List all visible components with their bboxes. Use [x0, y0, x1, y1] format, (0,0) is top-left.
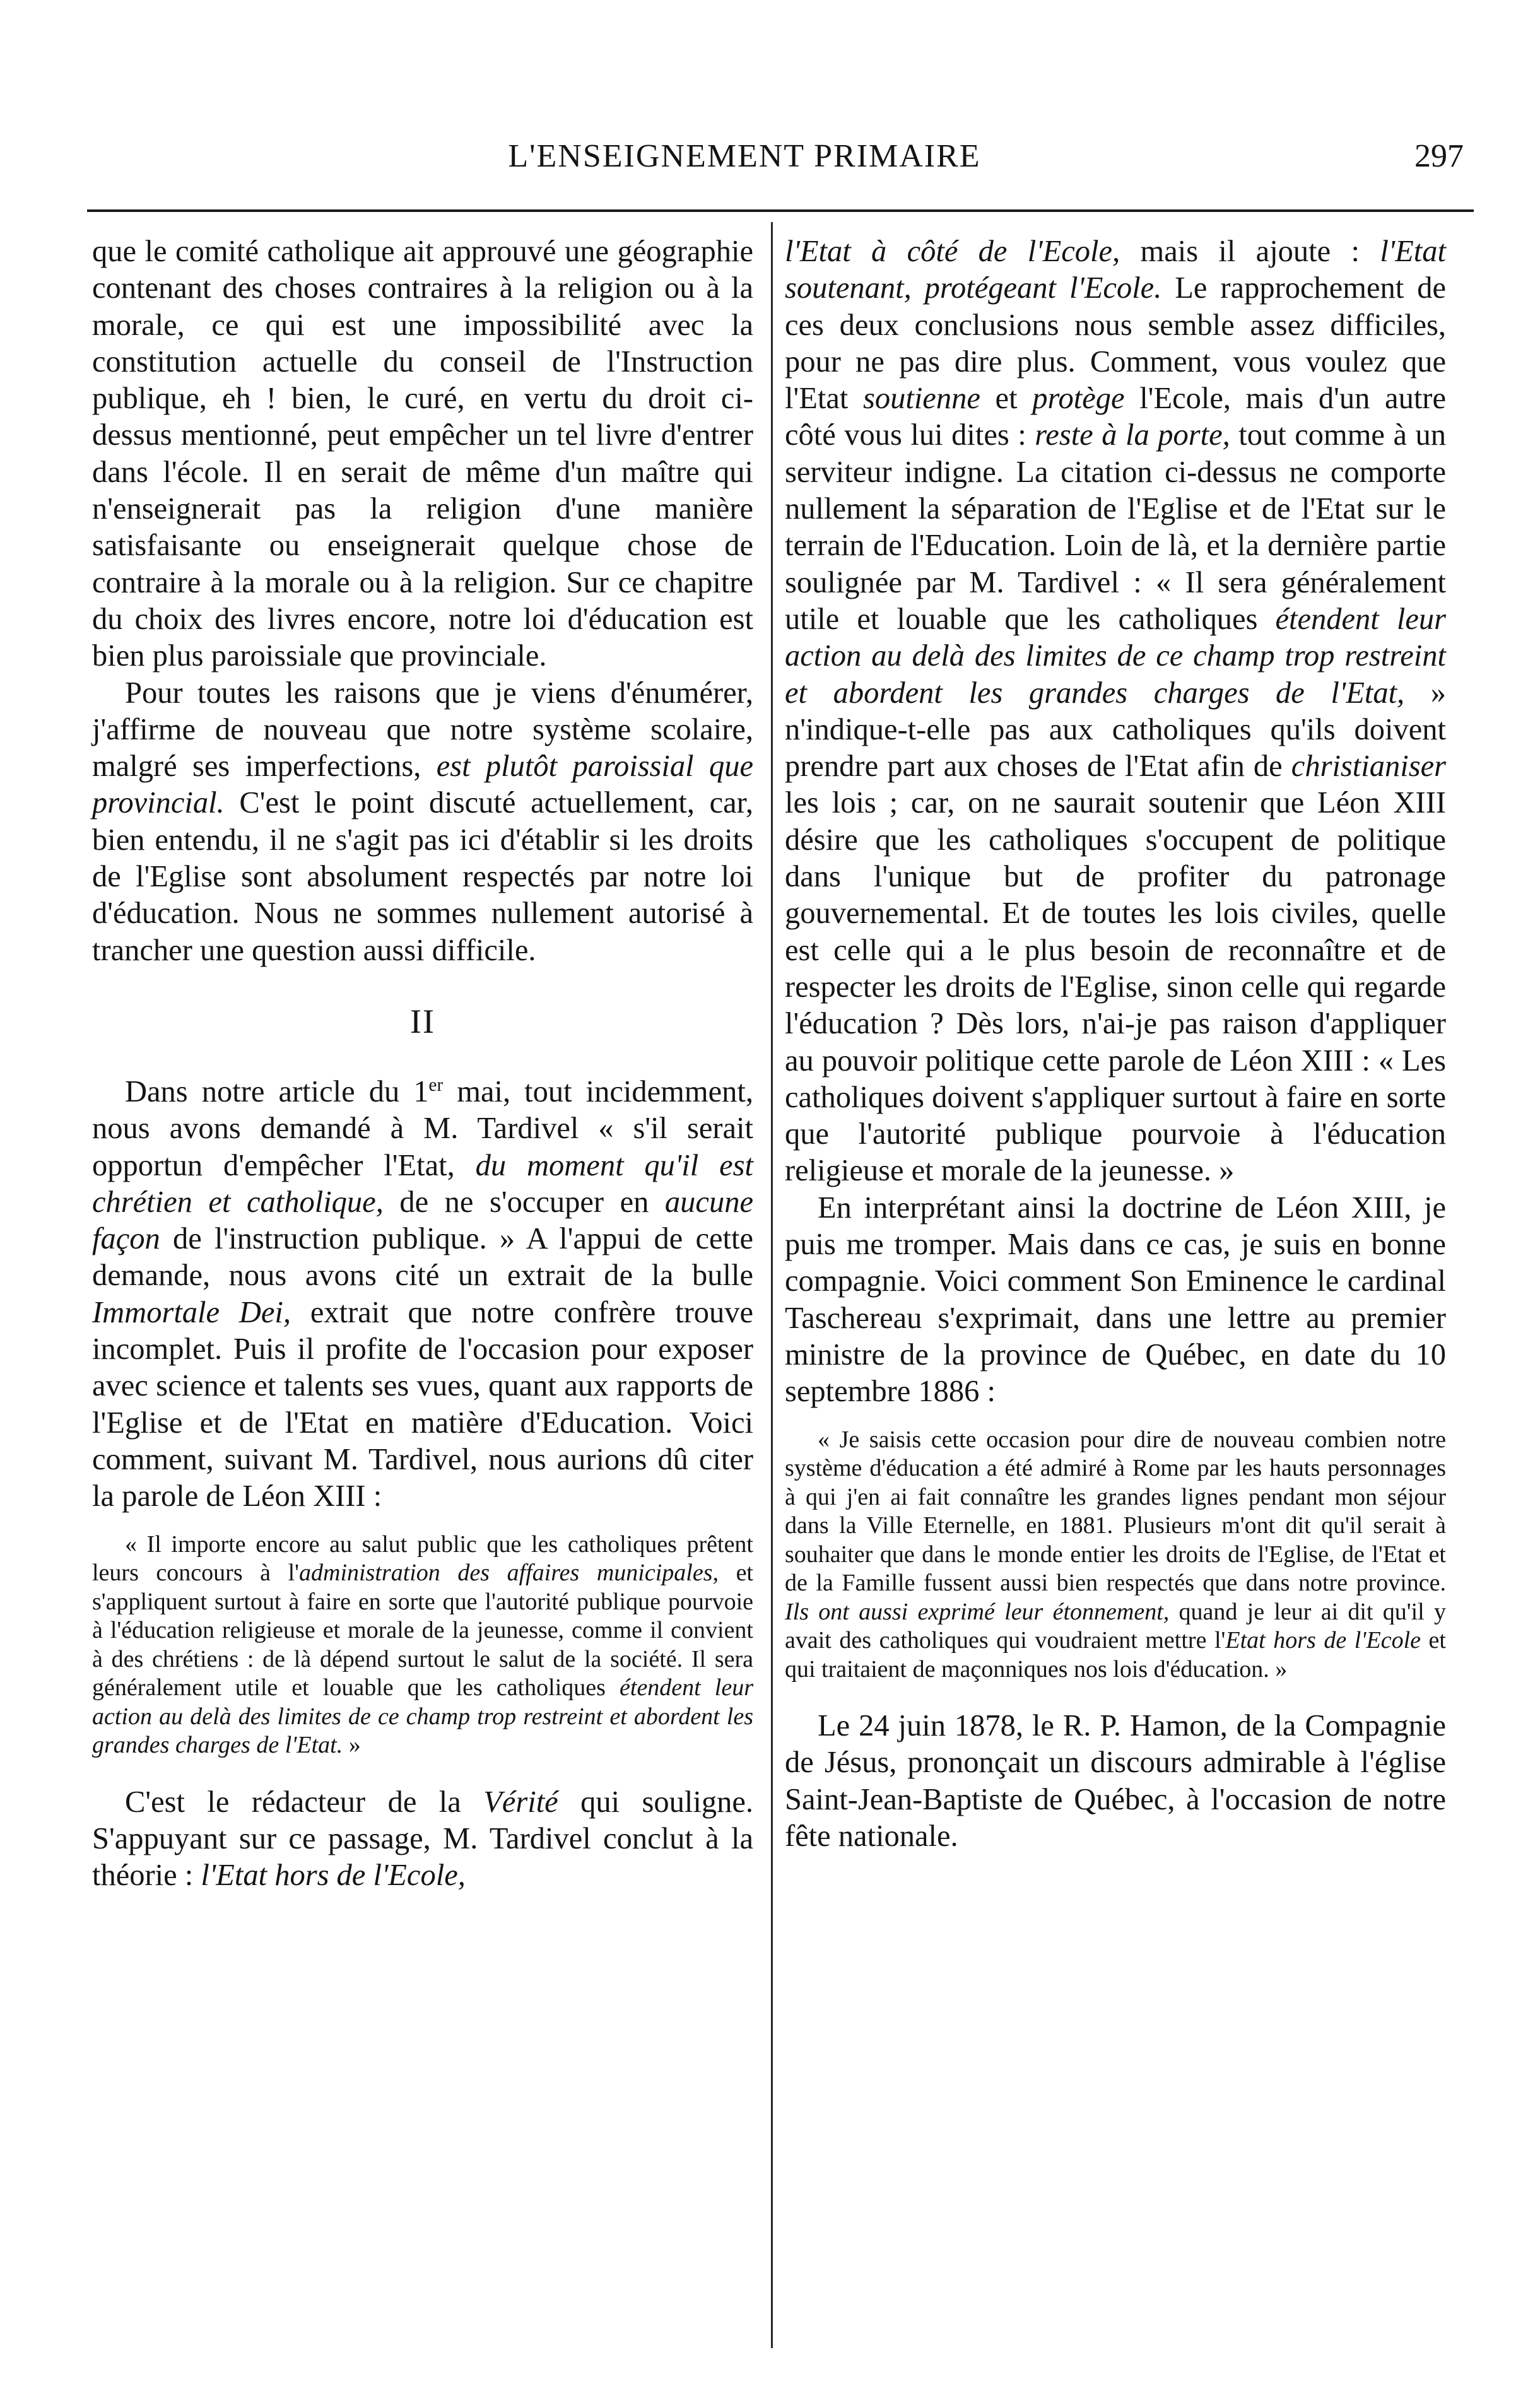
italic-run: soutienne — [862, 382, 980, 416]
italic-run: Ils ont aussi exprimé leur étonnement, — [785, 1598, 1170, 1625]
italic-run: administration des affaires municipales, — [299, 1560, 719, 1586]
paragraph: que le comité catholique ait approuvé une géographie contenant des choses contraires à la religion ou à la morale, ce qui est une impossibilité avec la constitution actuelle du conseil de l'Instruction publique, eh ! bien, le curé, en vertu du droit ci-dessus mentionné, peut empêcher un tel livre d'entrer dans l'école. Il en serait de même d'un maître qui n'enseignerait pas la religion d'une manière satisfaisante ou enseignerait quelque chose de contraire à la morale ou à la religion. Sur ce chapitre du choix des livres encore, notre loi d'éducation est bien plus paroissiale que provinciale. — [92, 235, 753, 673]
text-run: tout comme à un serviteur indigne. La citation ci-dessus ne comporte nullement la séparation de l'Eglise et de l'Etat sur le terrain de l'Education. Loin de là, et la dernière partie soulignée par M. Tardivel : « Il sera généralement utile et louable que les catholiques — [785, 418, 1446, 636]
italic-run: aucune façon — [92, 1185, 753, 1256]
text-run: quand je leur ai dit qu'il y avait des catholiques qui voudraient mettre l' — [785, 1598, 1447, 1654]
italic-run: christianiser — [1291, 749, 1446, 784]
text-run: Le rapprochement de ces deux conclusions nous semble assez difficiles, pour ne pas dire plus. Comment, vous voulez que l'Etat — [785, 271, 1446, 416]
text-run: l'Ecole, mais d'un autre côté vous lui dites : — [785, 382, 1446, 452]
text-run: » — [343, 1732, 361, 1758]
text-run: de l'instruction publique. » A l'appui de cette demande, nous avons cité un extrait de la bulle — [92, 1222, 753, 1293]
text-run: « Je saisis cette occasion pour dire de nouveau combien notre système d'éducation a été admiré à Rome par les hauts personnages à qui j'en ai fait connaître les grandes lignes pendant mon séjour dans la Ville Eternelle, en 1881. Plusieurs m'ont dit qu'il serait à souhaiter que dans le monde entier les droits de l'Eglise, de l'Etat et de la Famille fussent aussi bien respectés que dans notre province. — [785, 1426, 1446, 1596]
italic-run: étendent leur action au delà des limites de ce champ trop restreint et abordent les grandes charges de l'Etat. — [92, 1674, 753, 1758]
paragraph — [92, 1074, 753, 1515]
italic-run: Immortale Dei, — [92, 1295, 291, 1329]
text-run: Dans notre article du 1 — [125, 1074, 429, 1108]
text-run: et qui traitaient de maçonniques nos lois d'éducation. » — [785, 1627, 1446, 1683]
paragraph — [785, 233, 1446, 1190]
italic-run: l'Etat soutenant, protégeant l'Ecole. — [785, 235, 1446, 305]
italic-run: Etat hors de l'Ecole — [1225, 1627, 1421, 1654]
text-run: mai, tout incidemment, nous avons demandé à M. Tardivel « s'il serait opportun d'empêcher l'Etat, — [92, 1074, 753, 1182]
paragraph — [92, 675, 753, 969]
text-run: » n'indique-t-elle pas aux catholiques qu'ils doivent prendre part aux choses de l'Etat afin de — [785, 676, 1446, 784]
block-quote — [785, 1426, 1446, 1684]
text-run: Pour toutes les raisons que je viens d'énumérer, j'affirme de nouveau que notre système scolaire, malgré ses imperfections, — [92, 676, 753, 784]
paragraph — [92, 1784, 753, 1895]
right-column — [785, 233, 1446, 1855]
italic-run: l'Etat hors de l'Ecole, — [201, 1859, 466, 1893]
italic-run: du moment qu'il est chrétien et catholique, — [92, 1148, 753, 1219]
italic-run: protège — [1032, 382, 1125, 416]
section-heading: II — [410, 1002, 435, 1040]
italic-run: reste à la porte, — [1035, 418, 1230, 452]
text-run: C'est le point discuté actuellement, car, bien entendu, il ne s'agit pas ici d'établir si les droits de l'Eglise sont absolument respectés par notre loi d'éducation. Nous ne sommes nullement autorisé à trancher une question aussi difficile. — [92, 786, 753, 967]
text-run: et s'appliquent surtout à faire en sorte que l'autorité publique pourvoie à l'éducation religieuse et morale de la jeunesse, comme il convient à des chrétiens : de là dépend surtout le salut de la société. Il sera généralement utile et louable que les catholiques — [92, 1560, 753, 1701]
italic-run: Vérité — [483, 1785, 558, 1819]
page-number: 297 — [1414, 138, 1464, 174]
header-rule — [87, 209, 1474, 212]
running-title: L'ENSEIGNEMENT PRIMAIRE — [508, 138, 981, 174]
text-run: extrait que notre confrère trouve incomplet. Puis il profite de l'occasion pour exposer avec science et talents ses vues, quant aux rapports de l'Eglise et de l'Etat en matière d'Education. Voici comment, suivant M. Tardivel, nous aurions dû citer la parole de Léon XIII : — [92, 1295, 753, 1513]
text-run: qui souligne. S'appuyant sur ce passage, M. Tardivel conclut à la théorie : — [92, 1785, 753, 1893]
italic-run: l'Etat à côté de l'Ecole, — [785, 235, 1120, 268]
text-run: mais il ajoute : — [1120, 235, 1380, 268]
text-run: les lois ; car, on ne saurait soutenir que Léon XIII désire que les catholiques s'occupent de politique dans l'unique but de profiter du patronage gouvernemental. Et de toutes les lois civiles, quelle est celle qui a le plus besoin de reconnaître et de respecter les droits de l'Eglise, sinon celle qui regarde l'éducation ? Dès lors, n'ai-je pas raison d'appliquer au pouvoir politique cette parole de Léon XIII : « Les catholiques doivent s'appliquer surtout à faire en sorte que l'autorité publique pourvoie à l'éducation religieuse et morale de la jeunesse. » — [785, 786, 1446, 1188]
italic-run: est plutôt paroissial que provincial. — [92, 749, 753, 820]
block-quote — [92, 1531, 753, 1760]
paragraph: Le 24 juin 1878, le R. P. Hamon, de la Compagnie de Jésus, prononçait un discours admirable à l'église Saint-Jean-Baptiste de Québec, à l'occasion de notre fête nationale. — [785, 1709, 1446, 1853]
superscript: er — [428, 1074, 444, 1095]
left-column — [92, 233, 753, 1894]
paragraph: En interprétant ainsi la doctrine de Léon XIII, je puis me tromper. Mais dans ce cas, je suis en bonne compagnie. Voici comment Son Eminence le cardinal Taschereau s'exprimait, dans une lettre au premier ministre de la province de Québec, en date du 10 septembre 1886 : — [785, 1190, 1446, 1409]
italic-run: étendent leur action au delà des limites de ce champ trop restreint et abordent les grandes charges de l'Etat, — [785, 602, 1446, 710]
column-divider — [771, 222, 773, 2348]
text-run: « Il importe encore au salut public que les catholiques prêtent leurs concours à l' — [92, 1531, 753, 1586]
text-run: C'est le rédacteur de la — [125, 1785, 484, 1819]
text-run: de ne s'occuper en — [383, 1185, 665, 1219]
text-run: et — [980, 382, 1033, 416]
